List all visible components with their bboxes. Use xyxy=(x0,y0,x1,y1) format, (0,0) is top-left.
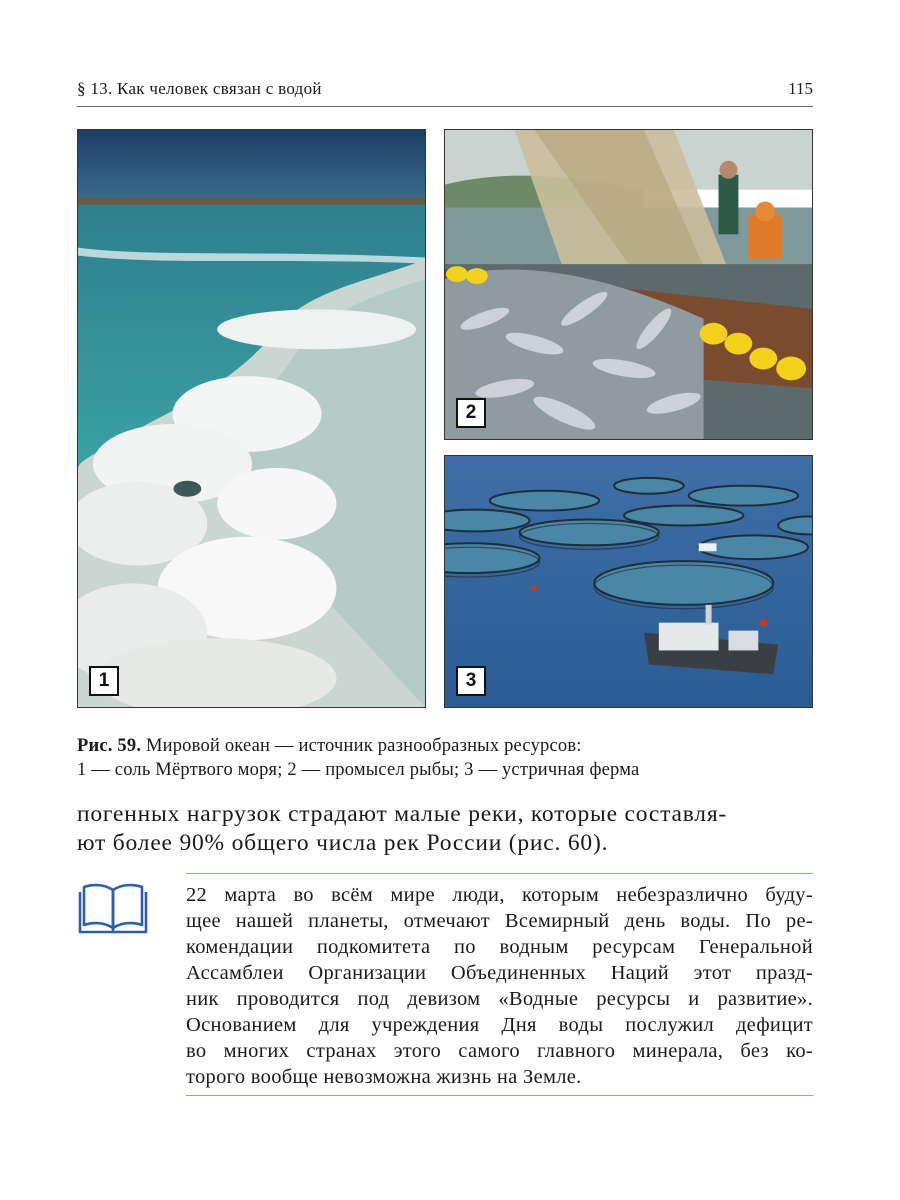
caption-line-2: 1 — соль Мёртвого моря; 2 — промысел рыбы; 3 — устричная ферма xyxy=(77,760,640,780)
note-line: ник проводится под девизом «Водные ресурсы и развитие». xyxy=(186,988,813,1010)
note-bottom-rule xyxy=(186,1095,813,1096)
figure-badge-1: 1 xyxy=(89,666,119,696)
note-text xyxy=(186,882,813,1090)
oyster-farm-image xyxy=(445,456,812,707)
note-top-rule xyxy=(186,873,813,874)
note-line: торого вообще невозможна жизнь на Земле. xyxy=(186,1066,582,1088)
note-line: 22 марта во всём мире люди, которым небезразлично буду- xyxy=(186,884,813,906)
photo-dead-sea-salt xyxy=(77,129,426,708)
photo-fishing xyxy=(444,129,813,440)
body-paragraph xyxy=(77,800,817,858)
caption-lead: Рис. 59. xyxy=(77,736,142,756)
running-head xyxy=(77,76,813,107)
figure-badge-3: 3 xyxy=(456,666,486,696)
section-title: § 13. Как человек связан с водой xyxy=(77,79,322,98)
caption-line-1 xyxy=(77,734,817,758)
page-number: 115 xyxy=(788,79,813,98)
note-line: Основанием для учреждения Дня воды послужил дефицит xyxy=(186,1014,813,1036)
note-line: Ассамблеи Организации Объединенных Наций этот празд- xyxy=(186,962,813,984)
body-line: ют более 90% общего числа рек России (рис. 60). xyxy=(77,830,609,856)
figure-badge-2: 2 xyxy=(456,398,486,428)
figure-caption xyxy=(77,734,817,782)
note-line: комендации подкомитета по водным ресурсам Генеральной xyxy=(186,936,813,958)
body-line: погенных нагрузок страдают малые реки, которые составля- xyxy=(77,801,728,827)
open-book-icon xyxy=(78,880,148,936)
fishing-image xyxy=(445,130,812,439)
note-line: во многих странах этого самого главного минерала, без ко- xyxy=(186,1040,813,1062)
caption-text-1: Мировой океан — источник разнообразных ресурсов: xyxy=(141,736,582,756)
photo-oyster-farm xyxy=(444,455,813,708)
note-line: щее нашей планеты, отмечают Всемирный день воды. По ре- xyxy=(186,910,813,932)
dead-sea-salt-image xyxy=(78,130,425,707)
